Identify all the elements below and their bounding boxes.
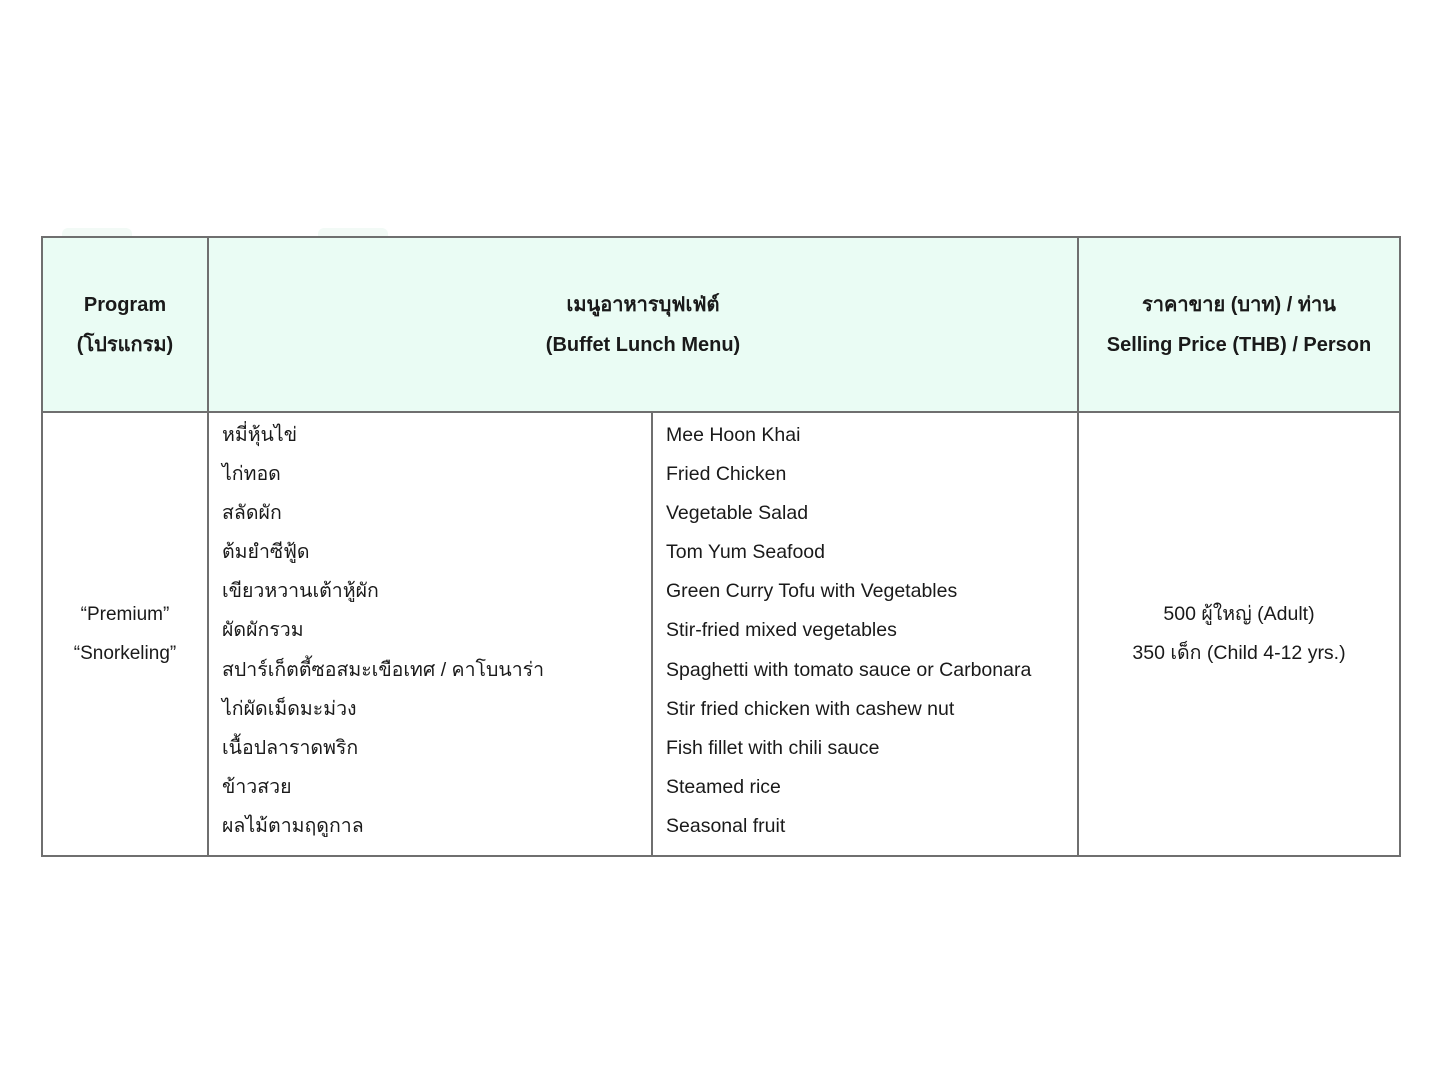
program-name-line2: “Snorkeling” — [73, 643, 177, 665]
list-item-thai: ไก่ผัดเม็ดมะม่วง — [222, 697, 357, 720]
price-header-th: ราคาขาย (บาท) / ท่าน — [1142, 293, 1336, 316]
list-item-english: Fish fillet with chili sauce — [666, 736, 880, 759]
list-item-english: Spaghetti with tomato sauce or Carbonara — [666, 658, 1032, 681]
menu-list-thai — [208, 412, 652, 856]
list-item-thai: ผลไม้ตามฤดูกาล — [222, 814, 364, 837]
list-item-thai: ต้มยำซีฟู้ด — [222, 541, 310, 564]
list-item-english: Stir-fried mixed vegetables — [666, 619, 897, 642]
list-item-thai: เนื้อปลาราดพริก — [222, 736, 359, 759]
list-item-english: Stir fried chicken with cashew nut — [666, 697, 955, 720]
list-item-thai: สลัดผัก — [222, 502, 282, 525]
list-item-english: Green Curry Tofu with Vegetables — [666, 580, 958, 603]
price-header-en: Selling Price (THB) / Person — [1106, 333, 1372, 356]
list-item-thai: ข้าวสวย — [222, 775, 292, 798]
program-name-line1: “Premium” — [80, 604, 170, 626]
list-item-english: Tom Yum Seafood — [666, 541, 825, 564]
faint-header-mark-left — [62, 228, 132, 236]
list-item-thai: หมี่หุ้นไข่ — [222, 424, 298, 446]
price-adult: 500 ผู้ใหญ่ (Adult) — [1163, 603, 1315, 626]
program-cell — [42, 412, 208, 856]
list-item-english: Steamed rice — [666, 775, 781, 798]
price-cell — [1078, 412, 1400, 856]
list-item-thai: สปาร์เก็ตตี้ซอสมะเขือเทศ / คาโบนาร่า — [222, 658, 545, 681]
program-header-th: (โปรแกรม) — [76, 333, 174, 356]
menu-header-en: (Buffet Lunch Menu) — [545, 333, 741, 356]
price-child: 350 เด็ก (Child 4-12 yrs.) — [1132, 642, 1346, 665]
buffet-menu-table — [41, 236, 1401, 857]
list-item-thai: ผัดผักรวม — [222, 619, 304, 642]
list-item-english: Vegetable Salad — [666, 502, 809, 525]
list-item-thai: ไก่ทอด — [222, 463, 281, 486]
price-header — [1078, 237, 1400, 412]
table-body-row — [42, 412, 1400, 856]
menu-header — [208, 237, 1078, 412]
menu-list-english — [652, 412, 1078, 856]
faint-header-mark-right — [318, 228, 388, 236]
table-header-row — [42, 237, 1400, 412]
menu-header-th: เมนูอาหารบุฟเฟ่ต์ — [566, 293, 720, 316]
list-item-thai: เขียวหวานเต้าหู้ผัก — [222, 580, 379, 603]
program-header — [42, 237, 208, 412]
buffet-menu-table-container — [41, 236, 1399, 847]
list-item-english: Fried Chicken — [666, 463, 787, 486]
list-item-english: Mee Hoon Khai — [666, 424, 801, 446]
program-header-en: Program — [83, 293, 167, 316]
list-item-english: Seasonal fruit — [666, 814, 786, 837]
